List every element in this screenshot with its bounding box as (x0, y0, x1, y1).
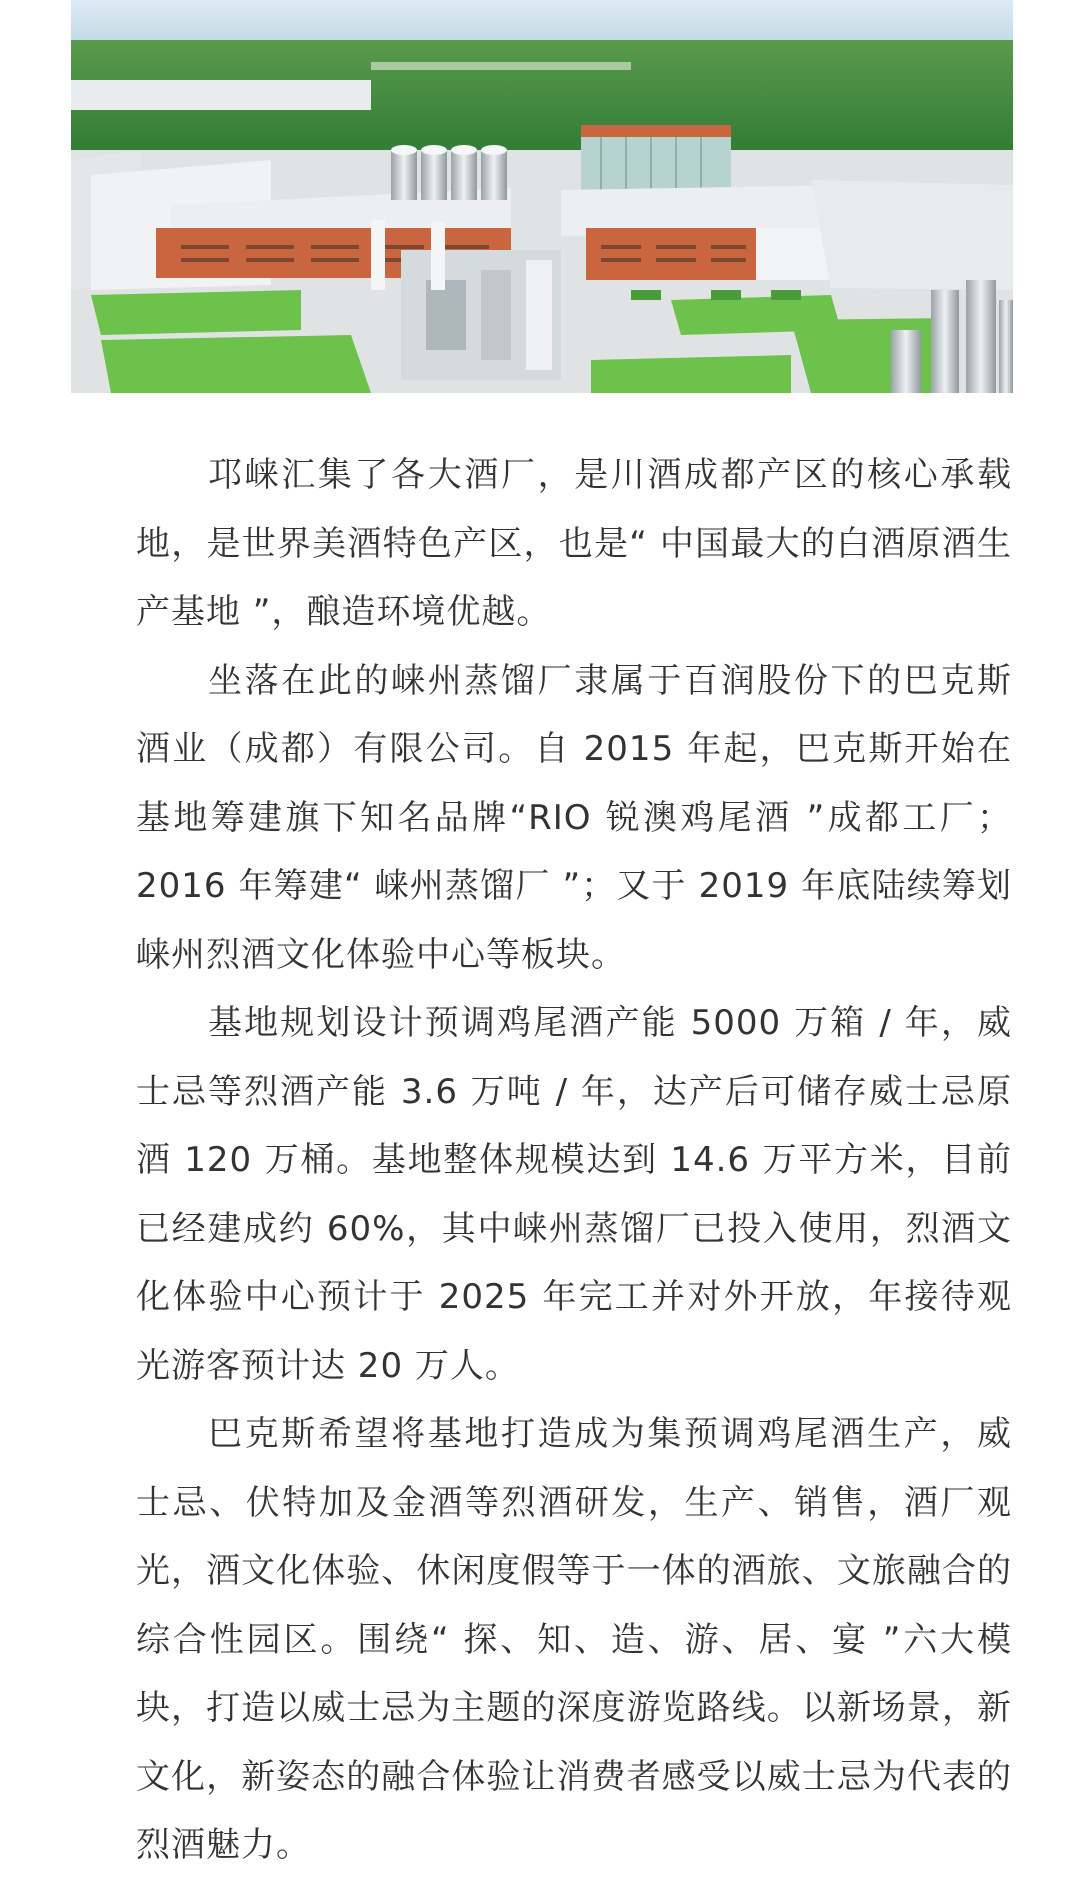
right-warehouse (811, 180, 1013, 290)
article-body (136, 441, 1012, 1880)
paragraph-intro: 邛崃汇集了各大酒厂，是川酒成都产区的核心承载地，是世界美酒特色产区，也是“ 中国最大的白酒原酒生产基地 ”，酿造环境优越。 (136, 455, 1012, 632)
distant-warehouse (71, 80, 371, 110)
paragraph-capacity: 基地规划设计预调鸡尾酒产能 5000 万箱 / 年，威士忌等烈酒产能 3.6 万吨 / 年，达产后可储存威士忌原酒 120 万桶。基地整体规模达到 14.6 万平方米，目前已经建成约 60%，其中崃州蒸馏厂已投入使用，烈酒文化体验中心预计于 2025 年完工并对外开放，年接待观光游客预计达 20 万人。 (136, 1003, 1012, 1386)
factory-aerial-illustration (71, 0, 1013, 393)
brick-facade-right (586, 228, 756, 280)
paragraph-history: 坐落在此的崃州蒸馏厂隶属于百润股份下的巴克斯酒业（成都）有限公司。自 2015 年起，巴克斯开始在基地筹建旗下知名品牌“RIO 锐澳鸡尾酒 ”成都工厂；2016 年筹建“ 崃州蒸馏厂 ”；又于 2019 年底陆续筹划崃州烈酒文化体验中心等板块。 (136, 660, 1012, 975)
paragraph-vision: 巴克斯希望将基地打造成为集预调鸡尾酒生产，威士忌、伏特加及金酒等烈酒研发，生产、销售，酒厂观光，酒文化体验、休闲度假等于一体的酒旅、文旅融合的综合性园区。围绕“ 探、知、造、游、居、宴 ”六大模块，打造以威士忌为主题的深度游览路线。以新场景，新文化，新姿态的融合体验让消费者感受以威士忌为代表的烈酒魅力。 (136, 1414, 1012, 1865)
sky (71, 0, 1013, 44)
factory-aerial-photo (71, 0, 1013, 393)
